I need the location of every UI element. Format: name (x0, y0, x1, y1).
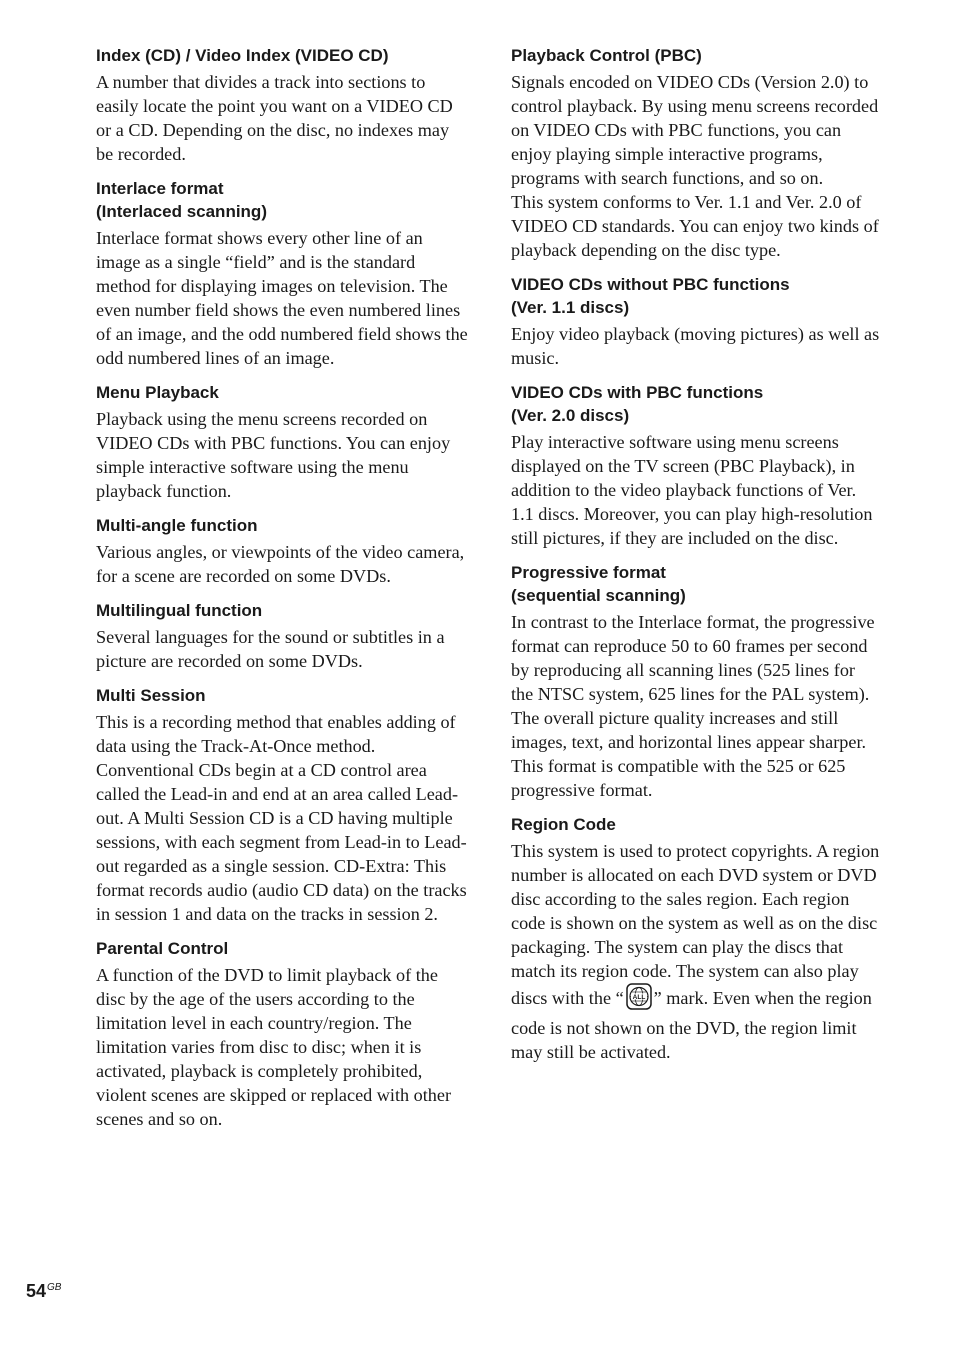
entry-heading: VIDEO CDs with PBC functions (Ver. 2.0 discs) (511, 383, 764, 425)
left-column (96, 44, 468, 1142)
glossary-entry-multi-session (96, 684, 468, 926)
glossary-entry-parental-control (96, 937, 468, 1131)
entry-body: A number that divides a track into sections to easily locate the point you want on a VIDEO CD or a CD. Depending on the disc, no indexes may be recorded. (96, 72, 453, 164)
entry-body: In contrast to the Interlace format, the progressive format can reproduce 50 to 60 frames per second by reproducing all scanning lines (525 lines for the NTSC system, 625 lines for the PAL system). The overall picture quality increases and still images, text, and horizontal lines appear sharper. This format is compatible with the 525 or 625 progressive format. (511, 612, 875, 800)
entry-body: This is a recording method that enables adding of data using the Track-At-Once method. Conventional CDs begin at a CD control area called the Lead-in and end at an area called Lead-out. A Multi Session CD is a CD having multiple sessions, with each segment from Lead-in to Lead-out regarded as a single session. CD-Extra: This format records audio (audio CD data) on the tracks in session 1 and data on the tracks in session 2. (96, 712, 467, 924)
region-text-before: This system is used to protect copyrights. A region number is allocated on each DVD system or DVD disc according to the sales region. Each region code is shown on the system as well as on the disc packaging. The system can play the discs that match its region code. The system can also play discs with the “ (511, 841, 880, 1008)
region-text-after: ” mark. Even when the region code is not shown on the DVD, the region limit may still be activated. (511, 988, 872, 1062)
glossary-entry-region-code (511, 813, 881, 1064)
right-column (511, 44, 881, 1075)
entry-heading: Region Code (511, 815, 616, 834)
entry-body (511, 70, 881, 262)
entry-heading: Parental Control (96, 939, 229, 958)
page-number-value: 54 (26, 1281, 47, 1301)
glossary-entry-multi-angle (96, 514, 468, 588)
page-number (26, 1281, 61, 1302)
page-number-suffix: GB (47, 1282, 62, 1293)
entry-heading: Multilingual function (96, 601, 263, 620)
entry-paragraph: This system conforms to Ver. 1.1 and Ver. 2.0 of VIDEO CD standards. You can enjoy two kinds of playback depending on the disc type. (511, 192, 879, 260)
glossary-entry-index (96, 44, 468, 166)
entry-body: Several languages for the sound or subtitles in a picture are recorded on some DVDs. (96, 627, 445, 671)
entry-heading: Interlace format (Interlaced scanning) (96, 179, 267, 221)
glossary-entry-multilingual (96, 599, 468, 673)
entry-body: Play interactive software using menu screens displayed on the TV screen (PBC Playback), in addition to the video playback functions of Ver. 1.1 discs. Moreover, you can play high-resolution still pictures, if they are included on the disc. (511, 432, 873, 548)
region-mark-label: ALL (632, 993, 645, 1001)
entry-body: Various angles, or viewpoints of the video camera, for a scene are recorded on some DVDs. (96, 542, 465, 586)
glossary-subentry-with-pbc (511, 381, 881, 550)
entry-heading: Multi-angle function (96, 516, 258, 535)
entry-heading: VIDEO CDs without PBC functions (Ver. 1.1 discs) (511, 275, 790, 317)
entry-heading: Index (CD) / Video Index (VIDEO CD) (96, 46, 389, 65)
glossary-entry-playback-control (511, 44, 881, 262)
glossary-entry-menu-playback (96, 381, 468, 503)
entry-heading: Menu Playback (96, 383, 219, 402)
glossary-subentry-without-pbc (511, 273, 881, 370)
entry-body: Enjoy video playback (moving pictures) as well as music. (511, 324, 880, 368)
entry-body: Interlace format shows every other line of an image as a single “field” and is the standard method for displaying images on television. The even number field shows the even numbered lines of an image, and the odd numbered field shows the odd numbered lines of an image. (96, 228, 468, 368)
glossary-entry-interlace-format (96, 177, 468, 370)
entry-heading: Multi Session (96, 686, 206, 705)
entry-paragraph: Signals encoded on VIDEO CDs (Version 2.0) to control playback. By using menu screens recorded on VIDEO CDs with PBC functions, you can enjoy playing simple interactive programs, programs with search functions, and so on. (511, 72, 879, 188)
glossary-entry-progressive-format (511, 561, 881, 802)
entry-heading: Playback Control (PBC) (511, 46, 702, 65)
entry-body: A function of the DVD to limit playback of the disc by the age of the users according to the limitation level in each country/region. The limitation varies from disc to disc; when it is activated, playback is completely prohibited, violent scenes are skipped or replaced with other scenes and so on. (96, 965, 452, 1129)
region-all-globe-icon (626, 983, 652, 1016)
entry-body (511, 839, 881, 1064)
entry-heading: Progressive format (sequential scanning) (511, 563, 686, 605)
entry-body: Playback using the menu screens recorded on VIDEO CDs with PBC functions. You can enjoy simple interactive software using the menu playback function. (96, 409, 451, 501)
